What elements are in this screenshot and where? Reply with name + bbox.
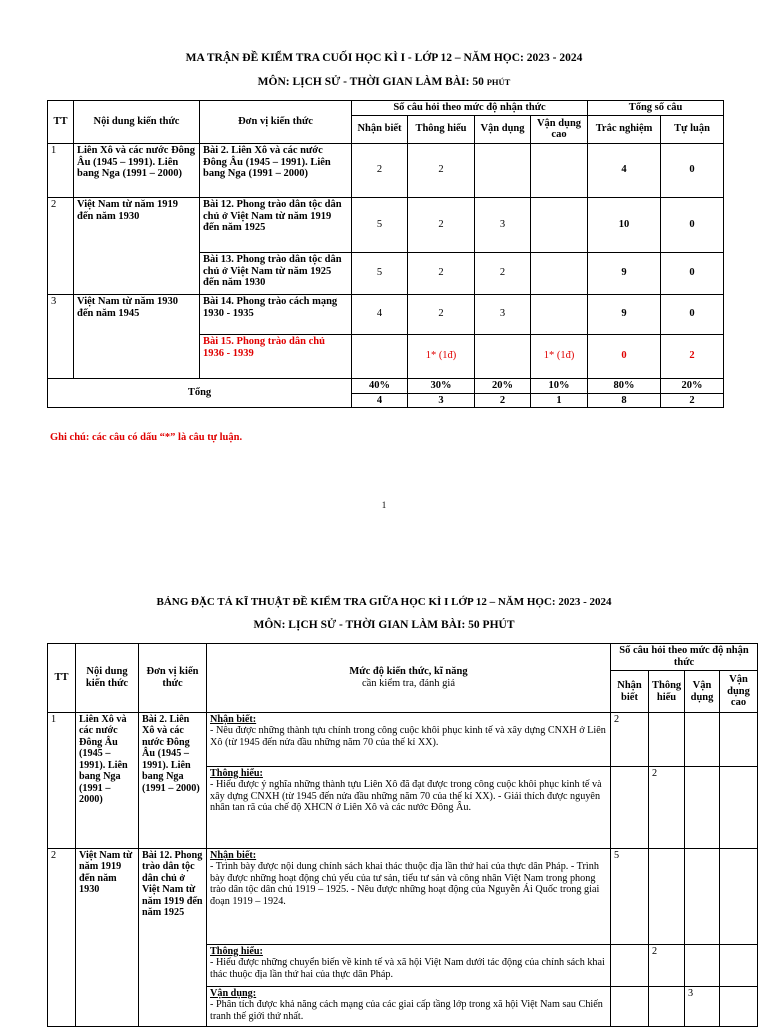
col-muc-do	[207, 644, 611, 713]
level-cell	[207, 945, 611, 987]
total-label: Tổng	[48, 378, 352, 408]
col-van-dung-cao: Vận dụng cao	[720, 671, 758, 713]
cell-nb: 2	[352, 143, 408, 197]
cell-vdc	[531, 143, 588, 197]
row-noi-dung: Liên Xô và các nước Đông Âu (1945 – 1991). Liên bang Nga (1991 – 2000)	[74, 143, 200, 197]
col-noi-dung: Nội dung kiến thức	[74, 101, 200, 144]
row-noi-dung: Việt Nam từ năm 1930 đến năm 1945	[74, 294, 200, 378]
col-tt: TT	[48, 644, 76, 713]
page-number: 1	[381, 500, 387, 510]
cell-tn: 0	[588, 334, 661, 378]
row-don-vi: Bài 2. Liên Xô và các nước Đông Âu (1945 – 1991). Liên bang Nga (1991 – 2000)	[200, 143, 352, 197]
row-tt: 2	[48, 849, 76, 1027]
cell-nb: 2	[611, 713, 649, 767]
total-pct: 10%	[531, 378, 588, 393]
cell-nb: 5	[352, 252, 408, 294]
total-count: 8	[588, 393, 661, 408]
total-count: 1	[531, 393, 588, 408]
cell-vd	[475, 334, 531, 378]
cell-vd	[685, 713, 720, 767]
cell-vdc	[720, 945, 758, 987]
col-so-cau: Số câu hỏi theo mức độ nhận thức	[352, 101, 588, 116]
cell-th: 2	[408, 197, 475, 252]
page2-title: BẢNG ĐẶC TẢ KĨ THUẬT ĐỀ KIỂM TRA GIỮA HỌC KÌ I LỚP 12 – NĂM HỌC: 2023 - 2024	[156, 596, 612, 608]
page1-title: MA TRẬN ĐỀ KIỂM TRA CUỐI HỌC KÌ I - LỚP 12 – NĂM HỌC: 2023 - 2024	[185, 52, 583, 64]
cell-th: 2	[649, 767, 685, 849]
col-so-cau: Số câu hỏi theo mức độ nhận thức	[611, 644, 758, 671]
cell-nb: 4	[352, 294, 408, 334]
col-van-dung-cao: Vận dụng cao	[531, 115, 588, 143]
cell-nb	[352, 334, 408, 378]
cell-vd: 3	[475, 294, 531, 334]
cell-nb	[611, 945, 649, 987]
cell-vd: 2	[475, 252, 531, 294]
col-don-vi: Đơn vị kiến thức	[139, 644, 207, 713]
col-nhan-biet: Nhận biết	[611, 671, 649, 713]
level-label: Nhận biết:	[210, 714, 257, 725]
row-noi-dung: Liên Xô và các nước Đông Âu (1945 – 1991). Liên bang Nga (1991 – 2000)	[76, 713, 139, 849]
cell-tl: 0	[661, 197, 724, 252]
total-count: 4	[352, 393, 408, 408]
cell-th	[649, 713, 685, 767]
row-don-vi: Bài 12. Phong trào dân tộc dân chủ ở Việt Nam từ năm 1919 đến năm 1925	[139, 849, 207, 1027]
row-tt: 2	[48, 197, 74, 294]
cell-tn: 4	[588, 143, 661, 197]
cell-vd	[475, 143, 531, 197]
cell-tl: 0	[661, 252, 724, 294]
level-text: - Hiểu được ý nghĩa những thành tựu Liên Xô đã đạt được trong công cuộc khôi phục kinh tế và xây dựng CNXH (từ 1945 đến nửa đầu những năm 70 của thế kỉ XX). - Giải thích được nguyên nhân tan rã của chế độ XHCN ở Liên Xô và các nước Đông Âu.	[210, 779, 602, 814]
cell-tn: 9	[588, 252, 661, 294]
cell-vdc	[720, 987, 758, 1027]
col-van-dung: Vận dụng	[475, 115, 531, 143]
row-don-vi: Bài 13. Phong trào dân tộc dân chủ ở Việt Nam từ năm 1925 đến năm 1930	[200, 252, 352, 294]
cell-nb	[611, 987, 649, 1027]
cell-vd: 3	[685, 987, 720, 1027]
cell-vdc	[531, 197, 588, 252]
cell-vdc	[531, 294, 588, 334]
row-tt: 1	[48, 143, 74, 197]
col-tu-luan: Tự luận	[661, 115, 724, 143]
col-thong-hieu: Thông hiểu	[408, 115, 475, 143]
table-row	[48, 294, 724, 334]
col-don-vi: Đơn vị kiến thức	[200, 101, 352, 144]
cell-vd: 3	[475, 197, 531, 252]
col-tt: TT	[48, 101, 74, 144]
row-don-vi: Bài 2. Liên Xô và các nước Đông Âu (1945 – 1991). Liên bang Nga (1991 – 2000)	[139, 713, 207, 849]
col-van-dung: Vận dụng	[685, 671, 720, 713]
page2-subtitle: MÔN: LỊCH SỬ - THỜI GIAN LÀM BÀI: 50 PHÚT	[253, 619, 515, 631]
level-cell	[207, 713, 611, 767]
row-noi-dung: Việt Nam từ năm 1919 đến năm 1930	[74, 197, 200, 294]
level-cell	[207, 987, 611, 1027]
total-count: 3	[408, 393, 475, 408]
level-text: - Phân tích được khả năng cách mạng của các giai cấp tầng lớp trong xã hội Việt Nam sau Chiến tranh thế giới thứ nhất.	[210, 999, 603, 1022]
cell-nb: 5	[352, 197, 408, 252]
row-noi-dung: Việt Nam từ năm 1919 đến năm 1930	[76, 849, 139, 1027]
level-cell	[207, 849, 611, 945]
level-label: Vận dụng:	[210, 988, 257, 999]
page1-subtitle-main: MÔN: LỊCH SỬ - THỜI GIAN LÀM BÀI: 50	[257, 76, 484, 88]
total-pct: 30%	[408, 378, 475, 393]
row-tt: 1	[48, 713, 76, 849]
matrix-table	[47, 100, 724, 408]
page1-subtitle-unit: PHÚT	[486, 77, 511, 87]
cell-th: 2	[408, 294, 475, 334]
col-nhan-biet: Nhận biết	[352, 115, 408, 143]
muc-do-line2: cần kiểm tra, đánh giá	[361, 678, 455, 689]
col-trac-nghiem: Trắc nghiệm	[588, 115, 661, 143]
cell-tn: 9	[588, 294, 661, 334]
row-don-vi: Bài 14. Phong trào cách mạng 1930 - 1935	[200, 294, 352, 334]
total-pct: 20%	[475, 378, 531, 393]
row-don-vi: Bài 12. Phong trào dân tộc dân chủ ở Việt Nam từ năm 1919 đến năm 1925	[200, 197, 352, 252]
total-row	[48, 378, 724, 393]
cell-th: 2	[408, 143, 475, 197]
total-pct: 20%	[661, 378, 724, 393]
cell-tl: 0	[661, 294, 724, 334]
cell-nb: 5	[611, 849, 649, 945]
cell-vdc	[531, 252, 588, 294]
cell-vdc: 1* (1đ)	[531, 334, 588, 378]
row-don-vi: Bài 15. Phong trào dân chủ 1936 - 1939	[200, 334, 352, 378]
cell-vdc	[720, 849, 758, 945]
total-count: 2	[661, 393, 724, 408]
table-row	[48, 849, 758, 945]
spec-table	[47, 643, 758, 1027]
cell-vdc	[720, 713, 758, 767]
level-label: Thông hiểu:	[210, 946, 263, 957]
cell-vd	[685, 767, 720, 849]
level-cell	[207, 767, 611, 849]
level-label: Nhận biết:	[210, 850, 257, 861]
cell-th: 2	[649, 945, 685, 987]
level-label: Thông hiểu:	[210, 768, 263, 779]
total-pct: 80%	[588, 378, 661, 393]
cell-th	[649, 987, 685, 1027]
total-count: 2	[475, 393, 531, 408]
col-noi-dung: Nội dung kiến thức	[76, 644, 139, 713]
cell-th	[649, 849, 685, 945]
cell-tl: 0	[661, 143, 724, 197]
level-text: - Hiểu được những chuyển biến về kinh tế và xã hội Việt Nam dưới tác động của chính sách khai thác thuộc địa lần thứ hai của thực dân Pháp.	[210, 957, 605, 980]
level-text: - Nêu được những thành tựu chính trong công cuộc khôi phục kinh tế và xây dựng CNXH ở Liên Xô (từ 1945 đến nửa đầu những năm 70 của thế kỉ XX).	[210, 725, 606, 748]
col-tong: Tổng số câu	[588, 101, 724, 116]
total-pct: 40%	[352, 378, 408, 393]
level-text: - Trình bày được nội dung chính sách khai thác thuộc địa lần thứ hai của thực dân Pháp. - Trình bày được những hoạt động chủ yếu của tư sản, tiểu tư sản và công nhân Việt Nam trong phong trào dân tộc dân chủ 1919 – 1925. - Nêu được những hoạt động của Nguyễn Ái Quốc trong giai đoạn 1919 – 1924.	[210, 861, 600, 907]
table-row	[48, 713, 758, 767]
cell-vd	[685, 945, 720, 987]
footnote: Ghi chú: các câu có dấu “*” là câu tự luận.	[50, 432, 243, 443]
cell-tn: 10	[588, 197, 661, 252]
cell-th: 1* (1đ)	[408, 334, 475, 378]
cell-vdc	[720, 767, 758, 849]
cell-vd	[685, 849, 720, 945]
table-row	[48, 197, 724, 252]
cell-th: 2	[408, 252, 475, 294]
cell-tl: 2	[661, 334, 724, 378]
table-row	[48, 143, 724, 197]
page1-subtitle	[0, 76, 768, 88]
col-thong-hieu: Thông hiểu	[649, 671, 685, 713]
muc-do-line1: Mức độ kiến thức, kĩ năng	[349, 666, 468, 678]
cell-nb	[611, 767, 649, 849]
row-tt: 3	[48, 294, 74, 378]
